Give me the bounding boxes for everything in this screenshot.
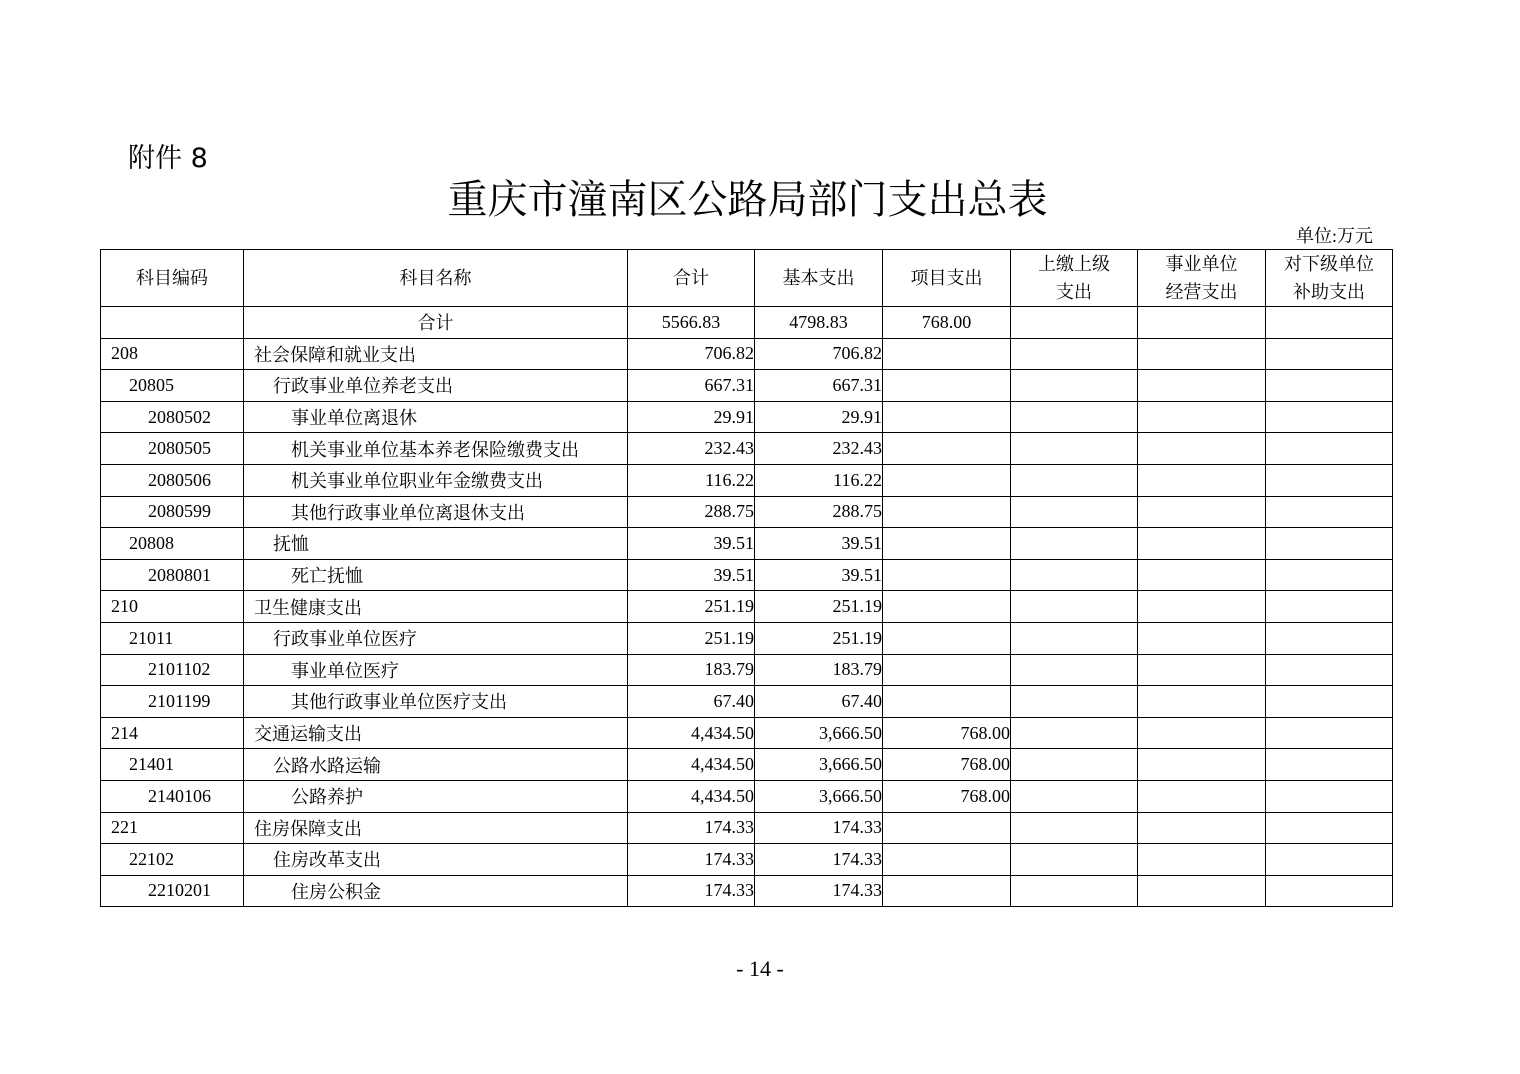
header-upper [1011,250,1138,307]
code-cell: 2101102 [101,654,244,686]
upper-cell [1011,496,1138,528]
business-cell [1138,717,1266,749]
basic-cell: 29.91 [755,401,883,433]
basic-cell: 183.79 [755,654,883,686]
total-cell: 116.22 [628,464,755,496]
code-cell: 20808 [101,528,244,560]
table-row [101,780,1393,812]
total-cell: 706.82 [628,338,755,370]
header-basic: 基本支出 [755,250,883,307]
table-row [101,528,1393,560]
business-cell [1138,622,1266,654]
project-cell [883,433,1011,465]
project-cell [883,591,1011,623]
table-row [101,622,1393,654]
business-cell [1138,654,1266,686]
name-cell: 事业单位离退休 [244,401,628,433]
subsidy-cell [1266,338,1393,370]
name-cell: 公路水路运输 [244,749,628,781]
total-cell: 251.19 [628,591,755,623]
total-cell: 4,434.50 [628,749,755,781]
subsidy-cell [1266,844,1393,876]
upper-cell [1011,780,1138,812]
header-subsidy-line2: 补助支出 [1293,282,1365,302]
basic-cell: 3,666.50 [755,717,883,749]
subsidy-cell [1266,591,1393,623]
business-cell [1138,591,1266,623]
upper-cell [1011,717,1138,749]
table-row [101,749,1393,781]
business-cell [1138,433,1266,465]
business-cell [1138,496,1266,528]
name-cell: 抚恤 [244,528,628,560]
basic-cell: 667.31 [755,370,883,402]
business-cell [1138,338,1266,370]
upper-cell [1011,559,1138,591]
basic-cell: 67.40 [755,686,883,718]
total-cell: 29.91 [628,401,755,433]
upper-cell [1011,875,1138,907]
table-row [101,717,1393,749]
table-row [101,496,1393,528]
total-cell: 183.79 [628,654,755,686]
table-row [101,654,1393,686]
table-row [101,559,1393,591]
upper-cell [1011,370,1138,402]
name-cell: 事业单位医疗 [244,654,628,686]
name-cell: 公路养护 [244,780,628,812]
table-row [101,686,1393,718]
project-cell [883,338,1011,370]
total-code-cell [101,307,244,339]
name-cell: 机关事业单位职业年金缴费支出 [244,464,628,496]
upper-cell [1011,749,1138,781]
name-cell: 死亡抚恤 [244,559,628,591]
subsidy-cell [1266,780,1393,812]
code-cell: 208 [101,338,244,370]
header-code: 科目编码 [101,250,244,307]
code-cell: 2080502 [101,401,244,433]
project-cell [883,496,1011,528]
name-cell: 卫生健康支出 [244,591,628,623]
total-row [101,307,1393,339]
code-cell: 214 [101,717,244,749]
basic-cell: 251.19 [755,591,883,623]
total-cell: 4,434.50 [628,717,755,749]
project-cell [883,812,1011,844]
total-cell: 174.33 [628,875,755,907]
table-row [101,464,1393,496]
subsidy-cell [1266,717,1393,749]
business-cell [1138,528,1266,560]
total-cell: 39.51 [628,559,755,591]
basic-cell: 232.43 [755,433,883,465]
code-cell: 2080801 [101,559,244,591]
subsidy-cell [1266,749,1393,781]
header-name: 科目名称 [244,250,628,307]
upper-cell [1011,433,1138,465]
upper-cell [1011,844,1138,876]
upper-cell [1011,528,1138,560]
project-cell [883,370,1011,402]
basic-cell: 39.51 [755,559,883,591]
business-cell [1138,401,1266,433]
header-business [1138,250,1266,307]
unit-label: 单位:万元 [1296,226,1374,246]
subsidy-cell [1266,622,1393,654]
name-cell: 行政事业单位养老支出 [244,370,628,402]
project-cell: 768.00 [883,717,1011,749]
header-business-line1: 事业单位 [1165,254,1238,274]
basic-cell: 706.82 [755,338,883,370]
header-subsidy-line1: 对下级单位 [1284,254,1374,274]
subsidy-cell [1266,528,1393,560]
attachment-label: 附件 8 [128,143,208,174]
name-cell: 行政事业单位医疗 [244,622,628,654]
subsidy-cell [1266,496,1393,528]
upper-cell [1011,401,1138,433]
table-row [101,812,1393,844]
name-cell: 住房公积金 [244,875,628,907]
code-cell: 221 [101,812,244,844]
total-cell: 288.75 [628,496,755,528]
table-row [101,433,1393,465]
table-row [101,844,1393,876]
page-title: 重庆市潼南区公路局部门支出总表 [447,177,1048,223]
basic-cell: 174.33 [755,812,883,844]
table-row [101,591,1393,623]
code-cell: 21401 [101,749,244,781]
page-number: - 14 - [736,956,784,981]
total-label: 合计 [244,307,628,339]
business-cell [1138,780,1266,812]
subsidy-cell [1266,559,1393,591]
project-cell [883,622,1011,654]
subsidy-cell [1266,433,1393,465]
upper-cell [1011,812,1138,844]
code-cell: 2140106 [101,780,244,812]
name-cell: 住房保障支出 [244,812,628,844]
header-business-line2: 经营支出 [1165,282,1238,302]
basic-cell: 174.33 [755,844,883,876]
total-cell: 174.33 [628,844,755,876]
total-cell: 232.43 [628,433,755,465]
code-cell: 20805 [101,370,244,402]
upper-cell [1011,464,1138,496]
total-total: 5566.83 [628,307,755,339]
upper-cell [1011,591,1138,623]
business-cell [1138,370,1266,402]
basic-cell: 174.33 [755,875,883,907]
header-project: 项目支出 [883,250,1011,307]
subsidy-cell [1266,401,1393,433]
upper-cell [1011,338,1138,370]
code-cell: 2210201 [101,875,244,907]
header-upper-line1: 上缴上级 [1038,254,1110,274]
code-cell: 2080599 [101,496,244,528]
project-cell: 768.00 [883,780,1011,812]
business-cell [1138,464,1266,496]
project-cell [883,401,1011,433]
basic-cell: 116.22 [755,464,883,496]
project-cell [883,654,1011,686]
code-cell: 2101199 [101,686,244,718]
total-cell: 667.31 [628,370,755,402]
basic-cell: 251.19 [755,622,883,654]
total-business [1138,307,1266,339]
total-cell: 251.19 [628,622,755,654]
basic-cell: 288.75 [755,496,883,528]
header-upper-line2: 支出 [1056,282,1092,302]
name-cell: 交通运输支出 [244,717,628,749]
business-cell [1138,749,1266,781]
business-cell [1138,686,1266,718]
total-cell: 39.51 [628,528,755,560]
business-cell [1138,844,1266,876]
code-cell: 210 [101,591,244,623]
upper-cell [1011,622,1138,654]
expenditure-table [100,249,1393,907]
business-cell [1138,559,1266,591]
total-cell: 4,434.50 [628,780,755,812]
upper-cell [1011,686,1138,718]
subsidy-cell [1266,464,1393,496]
total-basic: 4798.83 [755,307,883,339]
table-row [101,338,1393,370]
name-cell: 社会保障和就业支出 [244,338,628,370]
project-cell [883,559,1011,591]
subsidy-cell [1266,370,1393,402]
total-upper [1011,307,1138,339]
table-row [101,875,1393,907]
subsidy-cell [1266,875,1393,907]
project-cell [883,686,1011,718]
total-project: 768.00 [883,307,1011,339]
table-row [101,401,1393,433]
basic-cell: 3,666.50 [755,780,883,812]
name-cell: 住房改革支出 [244,844,628,876]
business-cell [1138,875,1266,907]
code-cell: 22102 [101,844,244,876]
table-row [101,370,1393,402]
project-cell: 768.00 [883,749,1011,781]
name-cell: 其他行政事业单位离退休支出 [244,496,628,528]
subsidy-cell [1266,686,1393,718]
project-cell [883,528,1011,560]
name-cell: 其他行政事业单位医疗支出 [244,686,628,718]
total-cell: 67.40 [628,686,755,718]
subsidy-cell [1266,812,1393,844]
total-subsidy [1266,307,1393,339]
code-cell: 2080506 [101,464,244,496]
code-cell: 21011 [101,622,244,654]
project-cell [883,875,1011,907]
name-cell: 机关事业单位基本养老保险缴费支出 [244,433,628,465]
upper-cell [1011,654,1138,686]
basic-cell: 3,666.50 [755,749,883,781]
business-cell [1138,812,1266,844]
basic-cell: 39.51 [755,528,883,560]
project-cell [883,844,1011,876]
header-total: 合计 [628,250,755,307]
header-row [101,250,1393,307]
header-subsidy [1266,250,1393,307]
code-cell: 2080505 [101,433,244,465]
total-cell: 174.33 [628,812,755,844]
project-cell [883,464,1011,496]
subsidy-cell [1266,654,1393,686]
